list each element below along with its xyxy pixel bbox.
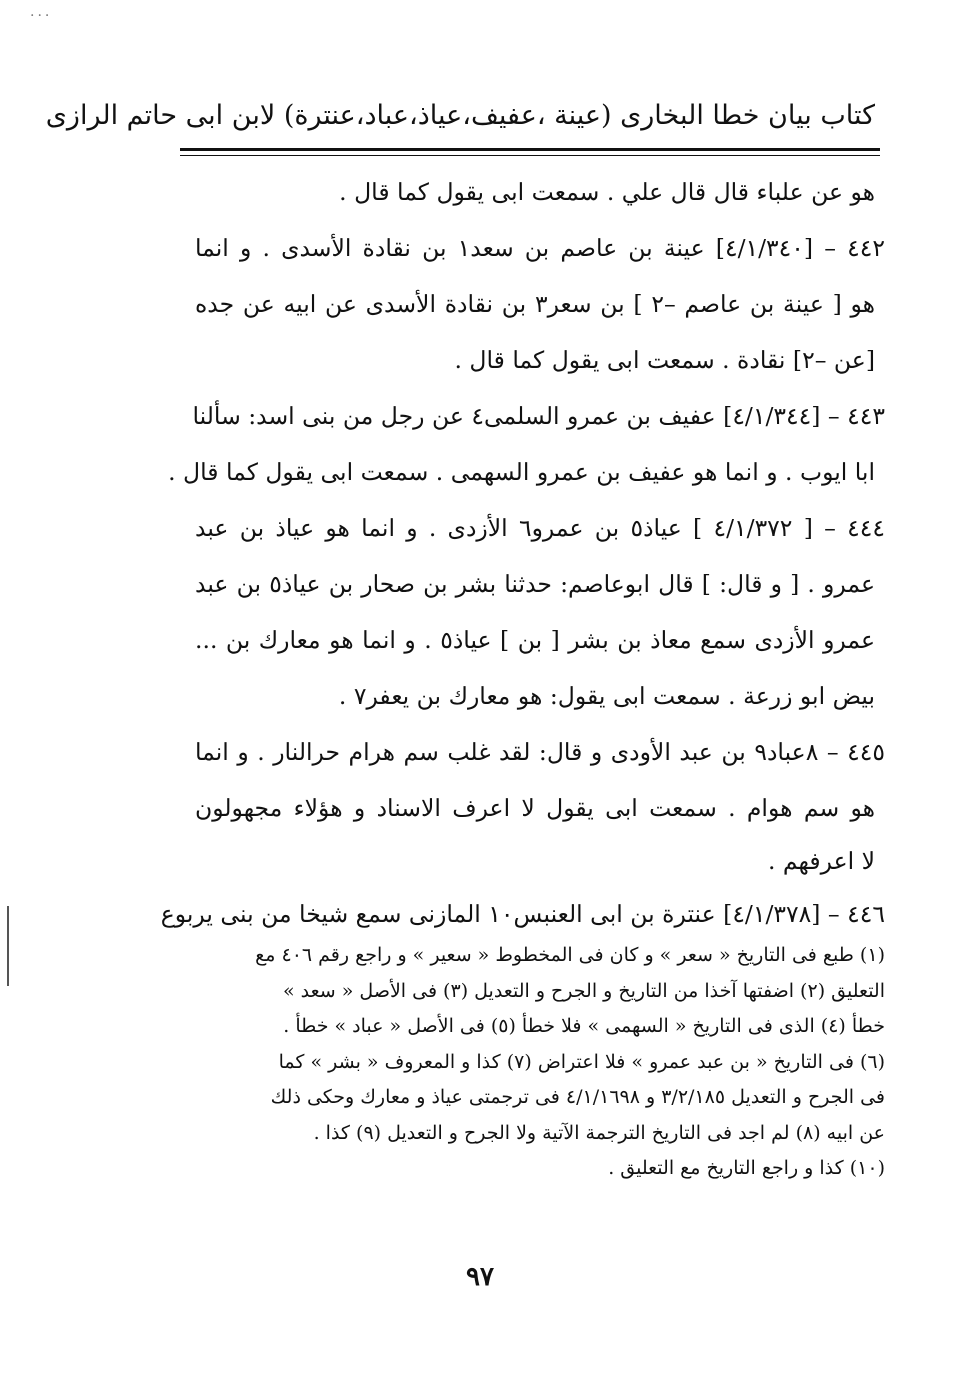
body-line: ٤٤٣ – [٤/١/٣٤٤] عفيف بن عمرو السلمى٤ عن رجل من بنى اسد: سألنا [192, 402, 885, 430]
body-line: بيض ابو زرعة . سمعت ابى يقول: هو معارك بن يعفر٧ . [338, 682, 875, 710]
body-line: عمرو الأزدى سمع معاذ بن بشر [ بن ] عياذ٥ . و انما هو معارك بن ... [195, 626, 875, 654]
body-line: هو عن علباء قال قال علي . سمعت ابى يقول كما قال . [339, 178, 875, 206]
body-line: عمرو . [ و قال: ] قال ابوعاصم: حدثنا بشر بن صحار بن عياذ٥ بن عبد [195, 570, 875, 598]
body-line: [عن –٢] نقادة . سمعت ابى يقول كما قال . [454, 346, 875, 374]
top-marks: ... [30, 4, 53, 20]
footnote-line: عن ابيه (٨) لم اجد فى التاريخ الترجمة الآتية ولا الجرح و التعديل (٩) كذا . [313, 1121, 885, 1144]
body-text [160, 164, 885, 942]
footnotes [205, 938, 885, 1187]
margin-mark [7, 906, 9, 986]
body-line: ٤٤٦ – [٤/١/٣٧٨] عنترة بن ابى العنبس١٠ المازنى سمع شيخا من بنى يربوع [160, 900, 885, 928]
footnote-line: خطأ (٤) الذى فى التاريخ « السهمى » فلا خطأ (٥) فى الأصل « عباد » خطأ . [283, 1015, 885, 1037]
body-line: ٤٤٥ – ٨عباد٩ بن عبد الأودى و قال: لقد غلب سم هرام حرالنار . و انما [195, 738, 885, 766]
footnote-line: (١٠) كذا و راجع التاريخ مع التعليق . [608, 1157, 885, 1179]
footnote-line: (٦) فى التاريخ « بن عبد عمرو » فلا اعتراض (٧) كذا و المعروف « بشر » كما [278, 1050, 885, 1073]
body-line: ٤٤٢ – [٤/١/٣٤٠] عينة بن عاصم بن سعد١ بن نقادة الأسدى . و انما [195, 234, 885, 262]
body-line: هو [ عينة بن عاصم –٢ ] بن سعر٣ بن نقادة الأسدى عن ابيه عن جده [195, 290, 875, 318]
header-rule-thick [180, 148, 880, 151]
page-number: ٩٧ [466, 1262, 494, 1292]
header-rule-thin [180, 155, 880, 156]
footnote-line: فى الجرح و التعديل ٣/٢/١٨٥ و ٤/١/١٦٩٨ فى ترجمتى عياذ و معارك وحكى ذلك [270, 1086, 885, 1108]
body-line: لا اعرفهم . [767, 847, 875, 875]
body-line: ابا ايوب . و انما هو عفيف بن عمرو السهمى . سمعت ابى يقول كما قال . [168, 458, 875, 486]
running-header: كتاب بيان خطا البخارى (عينة ،عفيف،عياذ،عباد،عنترة) لابن ابى حاتم الرازى [45, 100, 875, 131]
body-line: ٤٤٤ – [ ٤/١/٣٧٢ ] عياذ٥ بن عمرو٦ الأزدى . و انما هو عياذ بن عبد [195, 514, 885, 542]
body-line: هو سم هوام . سمعت ابى يقول لا اعرف الاسناد و هؤلاء مجهولون [195, 794, 875, 822]
footnote-line: (١) طبع فى التاريخ « سعر » و كان فى المخطوط « سعير » و راجع رقم ٤٠٦ مع [255, 944, 885, 966]
footnote-line: التعليق (٢) اضفتها آخذا من التاريخ و الجرح و التعديل (٣) فى الأصل « سعد » [283, 979, 885, 1002]
